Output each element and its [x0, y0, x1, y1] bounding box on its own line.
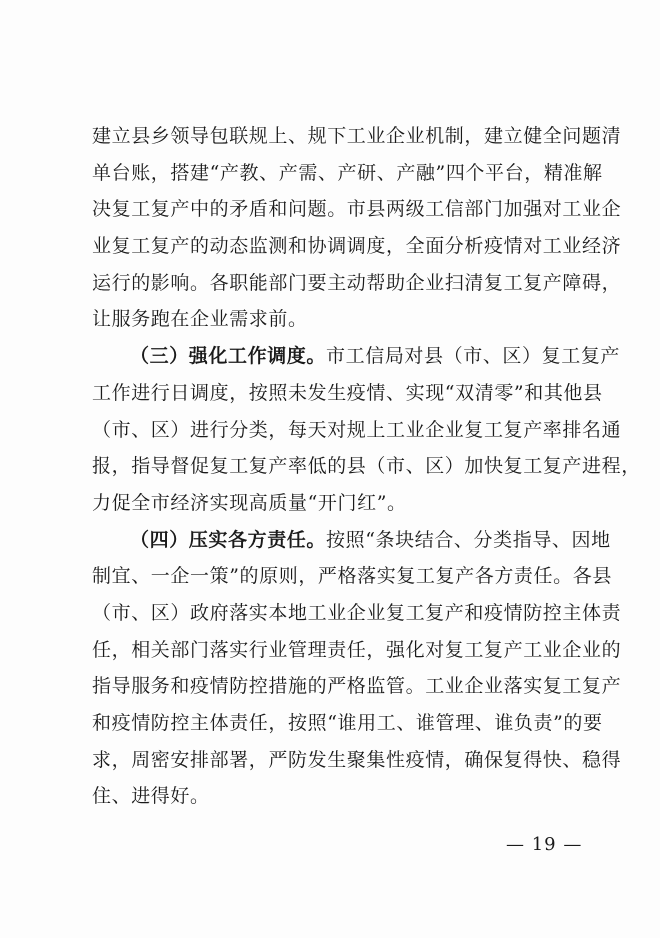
paragraph-line: 运行的影响。各职能部门要主动帮助企业扫清复工复产障碍，	[92, 271, 622, 294]
section-4-first-line	[92, 522, 611, 559]
section-4-first-line-text: 按照“条块结合、分类指导、因地	[326, 528, 611, 551]
section-3-heading: （三）强化工作调度。	[130, 345, 327, 368]
page-number: — 19 —	[506, 834, 583, 855]
section-3-first-line	[92, 338, 621, 375]
paragraph-line: 指导服务和疫情防控措施的严格监管。工业企业落实复工复产	[92, 675, 622, 698]
section-3-first-line-text: 市工信局对县（市、区）复工复产	[326, 345, 621, 368]
paragraph-line: 住、进得好。	[92, 785, 210, 808]
section-4-heading: （四）压实各方责任。	[130, 528, 327, 551]
paragraph-line: 单台账，搭建“产教、产需、产研、产融”四个平台，精准解	[92, 161, 603, 184]
paragraph-line: 建立县乡领导包联规上、规下工业企业机制，建立健全问题清	[92, 125, 622, 147]
body-text	[92, 118, 641, 815]
paragraph-line: 求，周密安排部署，严防发生聚集性疫情，确保复得快、稳得	[92, 748, 622, 771]
paragraph-line: 力促全市经济实现高质量“开门红”。	[92, 491, 407, 514]
paragraph-line: 让服务跑在企业需求前。	[92, 308, 308, 331]
paragraph-line: 报，指导督促复工复产率低的县（市、区）加快复工复产进程，	[92, 455, 641, 478]
paragraph-line: 工作进行日调度，按照未发生疫情、实现“双清零”和其他县	[92, 381, 603, 404]
paragraph-line: （市、区）政府落实本地工业企业复工复产和疫情防控主体责	[92, 601, 622, 624]
paragraph-line: 决复工复产中的矛盾和问题。市县两级工信部门加强对工业企	[92, 198, 622, 221]
paragraph-line: （市、区）进行分类，每天对规上工业企业复工复产率排名通	[92, 418, 622, 441]
paragraph-line: 业复工复产的动态监测和协调调度，全面分析疫情对工业经济	[92, 235, 622, 258]
paragraph-line: 制宜、一企一策”的原则，严格落实复工复产各方责任。各县	[92, 565, 612, 588]
paragraph-line: 任，相关部门落实行业管理责任，强化对复工复产工业企业的	[92, 638, 622, 661]
paragraph-line: 和疫情防控主体责任，按照“谁用工、谁管理、谁负责”的要	[92, 712, 603, 734]
